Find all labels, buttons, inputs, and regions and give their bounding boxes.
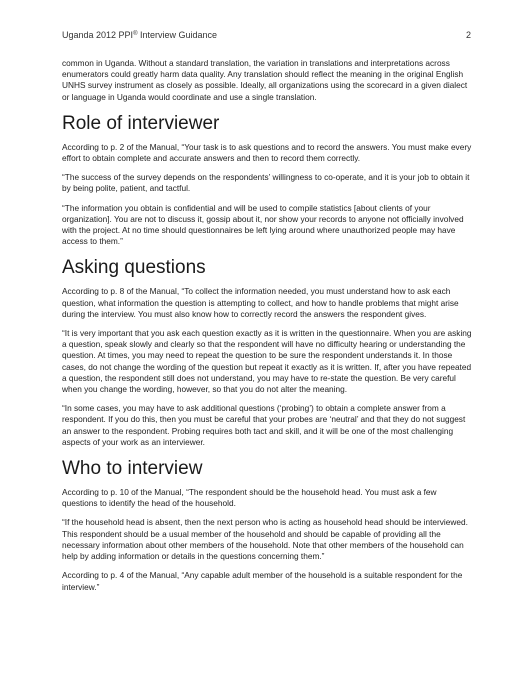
- page-content: [62, 58, 472, 601]
- paragraph: According to p. 4 of the Manual, “Any capable adult member of the household is a suitable respondent for the interview.”: [62, 570, 463, 592]
- paragraph: “It is very important that you ask each question exactly as it is written in the questionnaire. When you are asking a question, speak slowly and clearly so that the respondent will have no difficulty hearing or understanding the question. At times, you may need to repeat the question to be sure the respondent understands it. In those cases, do not change the wording of the question but repeat it exactly as it is written. If, after you have repeated a question, the respondent still does not understand, you may have to re-state the question. Be very careful when you change the wording, however, so that you do not alter the meaning.: [62, 328, 472, 395]
- paragraph: “The information you obtain is confidential and will be used to compile statistics [about clients of your organization]. You are not to discuss it, gossip about it, nor show your records to anyone not officially involved with the project. At no time should questionnaires be left lying around where unauthorized people may have access to them.”: [62, 202, 464, 247]
- intro-paragraph: common in Uganda. Without a standard translation, the variation in translations and interpretations across enumerators could greatly harm data quality. Any translation should reflect the meaning in the original English UNHS survey instrument as closely as possible. Ideally, all organizations using the scorecard in a given dialect or language in Uganda would coordinate and use a single translation.: [62, 58, 468, 102]
- section-heading-asking-questions: Asking questions: [62, 257, 206, 279]
- section-heading-role-of-interviewer: Role of interviewer: [62, 112, 220, 134]
- paragraph: According to p. 8 of the Manual, “To collect the information needed, you must understand how to ask each question, what information the question is attempting to collect, and how to handle problems that might arise during the interview. You must also know how to correctly record the answers the respondent gives.: [62, 286, 459, 319]
- paragraph: “The success of the survey depends on the respondents’ willingness to co-operate, and it is your job to obtain it by being polite, patient, and tactful.: [62, 172, 470, 194]
- paragraph: “In some cases, you may have to ask additional questions (‘probing’) to obtain a complete answer from a respondent. If you do this, then you must be careful that your probes are ‘neutral’ and that they do not suggest an answer to the respondent. Probing requires both tact and skill, and it will be one of the most challenging aspects of your work as an interviewer.: [62, 403, 466, 447]
- page-number: 2: [465, 30, 471, 40]
- page-header: [62, 30, 471, 44]
- section-heading-who-to-interview: Who to interview: [62, 458, 203, 480]
- header-title-suffix: Interview Guidance: [137, 30, 218, 40]
- paragraph: “If the household head is absent, then the next person who is acting as household head should be interviewed. This respondent should be a usual member of the household and should be capable of providing all the necessary information about other members of the household. Note that other members of the household can help by adding information or details in the questions concerning them.”: [62, 517, 468, 562]
- header-title: [62, 30, 217, 40]
- header-title-text: Uganda 2012 PPI: [62, 30, 134, 40]
- paragraph: According to p. 2 of the Manual, “Your task is to ask questions and to record the answers. You must make every effort to obtain complete and accurate answers and then to record them correctly.: [62, 141, 472, 164]
- registered-mark: ®: [133, 31, 138, 37]
- paragraph: According to p. 10 of the Manual, “The respondent should be the household head. You must ask a few questions to identify the head of the household.: [62, 487, 437, 509]
